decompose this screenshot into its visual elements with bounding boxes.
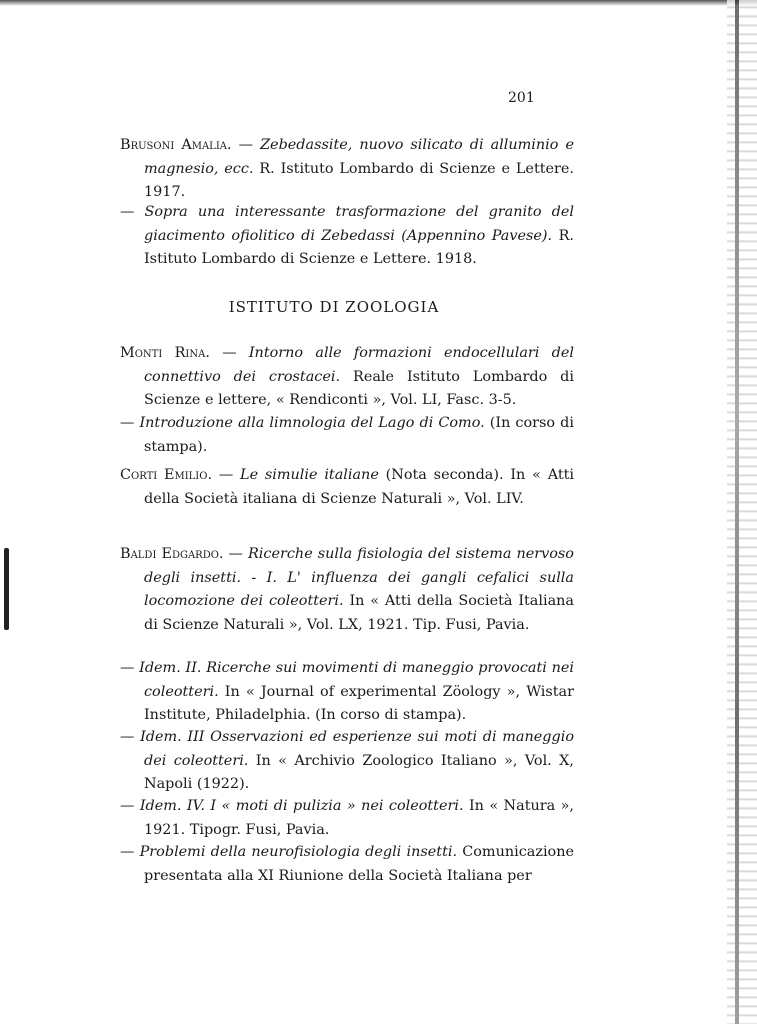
entry-author: Corti Emilio. [120, 467, 213, 483]
entry-dash: — [120, 798, 140, 814]
entry-dash: — [120, 729, 141, 745]
entry-author: Baldi Edgardo. [120, 546, 224, 562]
entry-title: Zebedassite, nuovo silicato di alluminio e magnesio, ecc. [144, 137, 574, 177]
entry-dash: — [212, 467, 241, 483]
entry-title: Ricerche sulla fisiologia del sistema nervoso degli insetti. - I. L' influenza dei gangli cefalici sulla locomozione dei coleotteri. [144, 546, 574, 609]
entry-publication: (Nota seconda). In « Atti della Società italiana di Scienze Naturali », Vol. LIV. [144, 467, 574, 507]
entry-title: Intorno alle formazioni endocellulari del connettivo dei crostacei. [144, 345, 575, 385]
entry-title: Idem. III Osservazioni ed esperienze sui moti di maneggio dei coleotteri. [140, 729, 574, 769]
entry-publication: R. Istituto Lombardo di Scienze e Lettere. 1918. [144, 227, 575, 267]
bibliography-entry [120, 412, 574, 459]
entry-publication: (In corso di stampa). [144, 415, 574, 455]
entry-dash: — [223, 546, 248, 562]
entry-dash: — [231, 137, 261, 153]
entry-title: Le simulie italiane [240, 467, 379, 483]
scan-binding-edge [727, 0, 757, 1024]
bibliography-entry [120, 726, 574, 797]
bibliography-entry [120, 795, 574, 842]
entry-publication: Comunicazione presentata alla XI Riunione della Società Italiana per [144, 844, 574, 884]
bibliography-entry [120, 342, 574, 413]
section-heading: ISTITUTO DI ZOOLOGIA [228, 298, 440, 316]
entry-dash: — [120, 204, 145, 220]
bibliography-entry [120, 543, 574, 637]
entry-dash: — [120, 415, 140, 431]
scan-top-edge [0, 0, 757, 6]
entry-author: Brusoni Amalia. [120, 137, 232, 153]
scan-left-mark [4, 548, 9, 630]
bibliography-entry [120, 134, 574, 205]
bibliography-entry [120, 201, 574, 272]
bibliography-entry [120, 464, 574, 511]
entry-dash: — [120, 660, 140, 676]
entry-publication: In « Natura », 1921. Tipogr. Fusi, Pavia. [144, 798, 574, 838]
entry-publication: R. Istituto Lombardo di Scienze e Lettere. 1917. [144, 160, 574, 200]
entry-publication: Reale Istituto Lombardo di Scienze e lettere, « Rendiconti », Vol. LI, Fasc. 3-5. [144, 368, 575, 408]
bibliography-entry [120, 657, 574, 728]
entry-author: Monti Rina. [120, 345, 210, 361]
bibliography-entry [120, 841, 574, 888]
entry-publication: In « Atti della Società Italiana di Scienze Naturali », Vol. LX, 1921. Tip. Fusi, Pavia. [144, 593, 574, 633]
entry-title: Sopra una interessante trasformazione del granito del giacimento ofiolitico di Zebedassi (Appennino Pavese). [144, 204, 574, 244]
entry-dash: — [120, 844, 140, 860]
entry-title: Idem. IV. I « moti di pulizia » nei coleotteri. [139, 798, 464, 814]
entry-title: Idem. II. Ricerche sui movimenti di maneggio provocati nei coleotteri. [139, 660, 574, 700]
entry-title: Introduzione alla limnologia del Lago di Como. [139, 415, 485, 431]
entry-publication: In « Journal of experimental Zöology », Wistar Institute, Philadelphia. (In corso di stampa). [144, 683, 574, 723]
entry-publication: In « Archivio Zoologico Italiano », Vol. X, Napoli (1922). [144, 752, 574, 792]
entry-title: Problemi della neurofisiologia degli insetti. [139, 844, 458, 860]
page-number: 201 [508, 90, 535, 106]
entry-dash: — [209, 345, 249, 361]
